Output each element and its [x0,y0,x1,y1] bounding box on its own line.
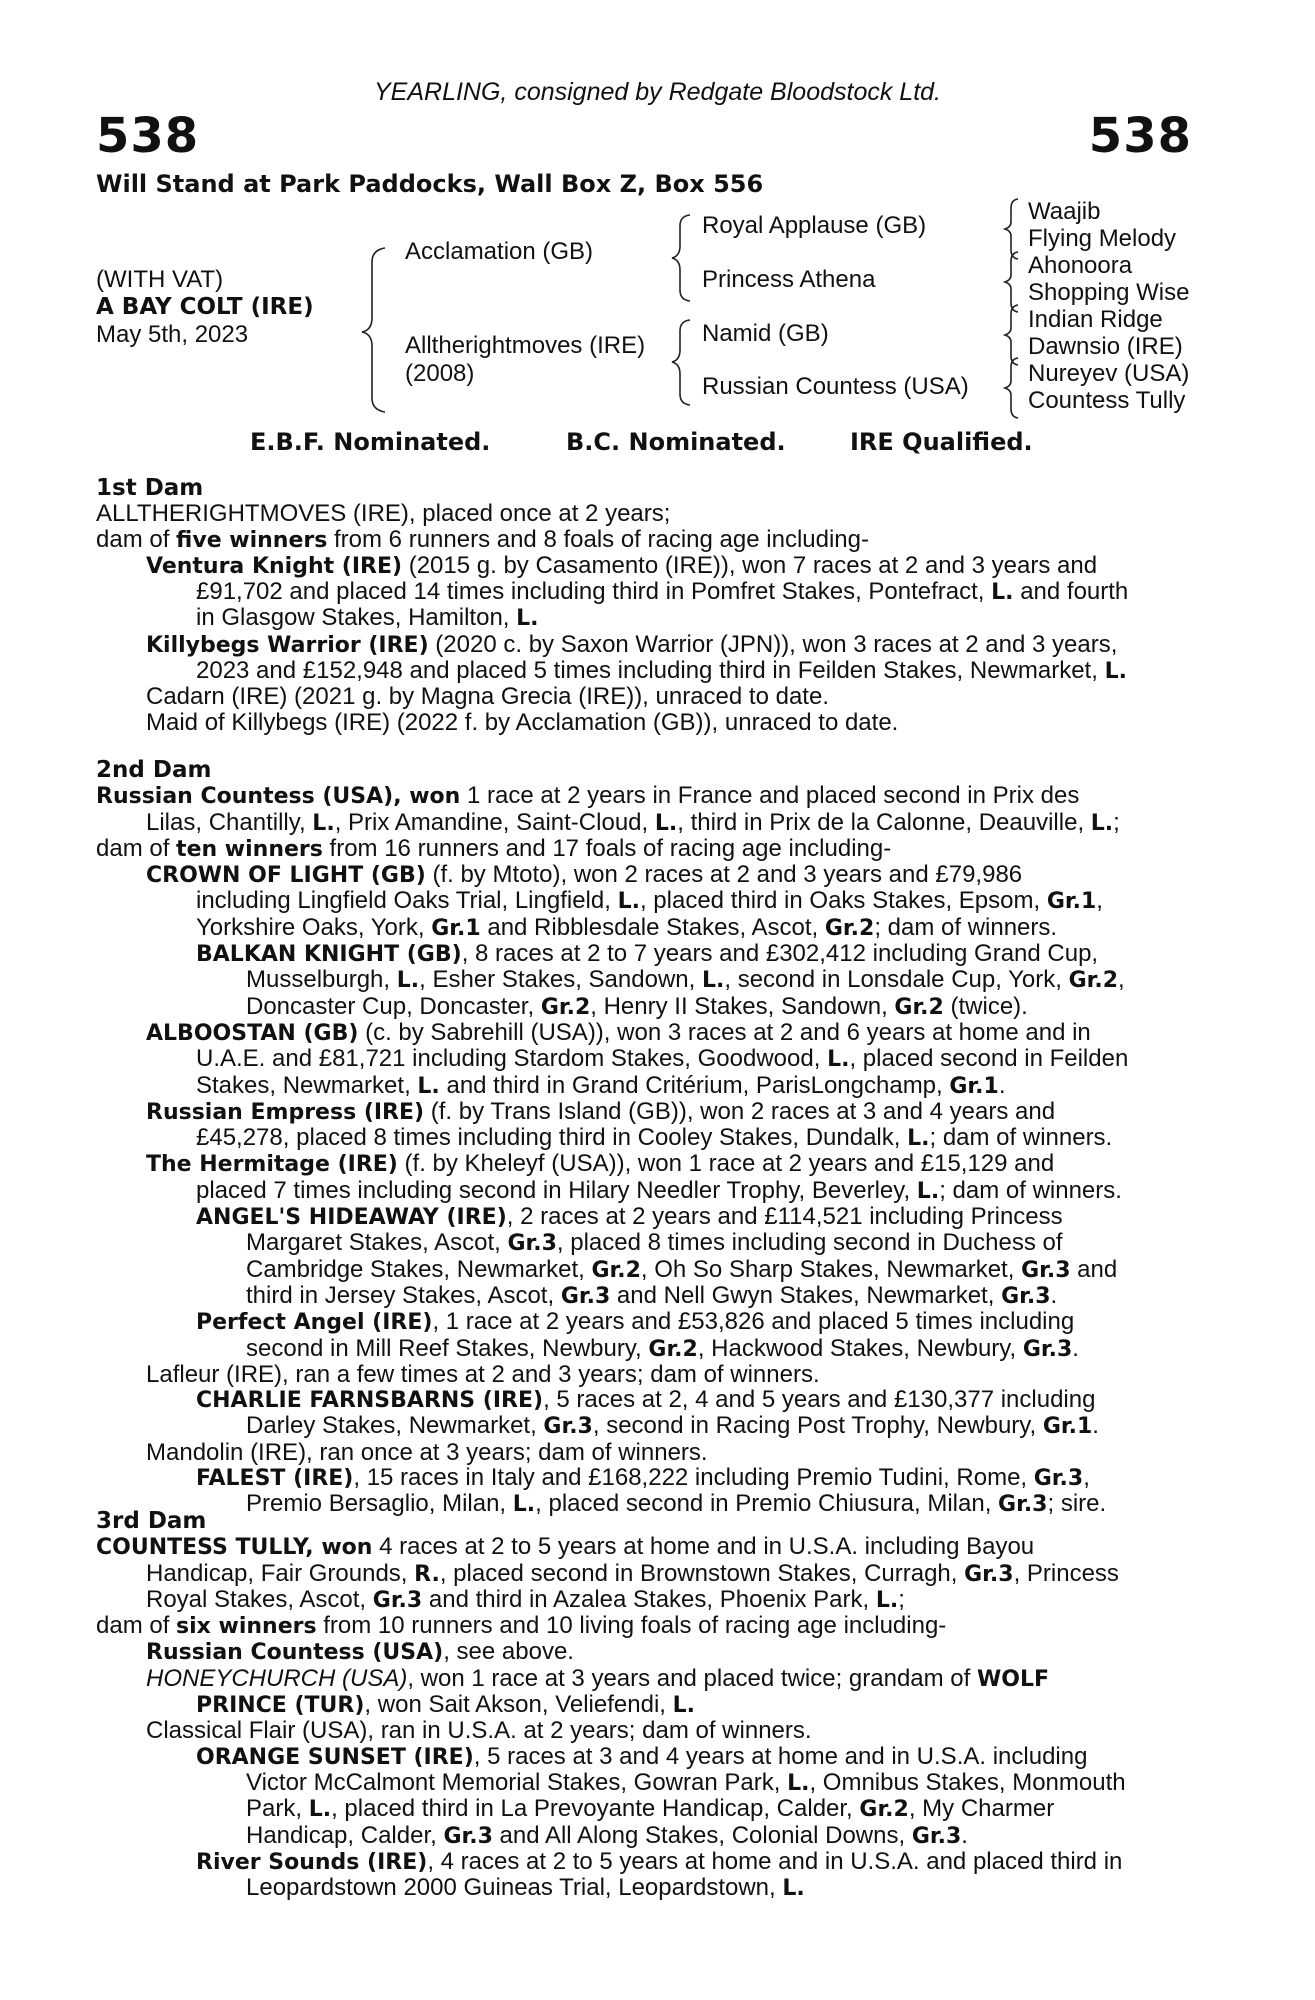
progeny-ventura-knight: Ventura Knight (IRE) (2015 g. by Casamento (IRE)), won 7 races at 2 and 3 years and [146,551,1098,579]
brace-ggs-3 [1005,305,1018,365]
brace-sire-dam [362,248,385,412]
third-dam-record: COUNTESS TULLY, won 4 races at 2 to 5 years at home and in U.S.A. including Bayou [96,1533,1035,1561]
sire-name: Acclamation (GB) [405,238,594,265]
third-dam-record-cont: Handicap, Fair Grounds, R., placed second in Brownstown Stakes, Curragh, Gr.3, Princess [146,1559,1119,1587]
great-grandsire-1: Waajib [1028,198,1101,225]
grandsire-3: Namid (GB) [702,320,829,347]
first-dam-produce: dam of five winners from 6 runners and 8 foals of racing age including- [96,525,869,553]
progeny-russian-countess: Russian Countess (USA), see above. [146,1638,574,1666]
great-grandsire-2: Flying Melody [1028,225,1177,252]
progeny-orange-sunset-cont: Victor McCalmont Memorial Stakes, Gowran Park, L., Omnibus Stakes, Monmouth [246,1768,1126,1796]
progeny-the-hermitage: The Hermitage (IRE) (f. by Kheleyf (USA)), won 1 race at 2 years and £15,129 and [146,1150,1055,1178]
brace-sire-parents [672,215,690,301]
second-dam-record: Russian Countess (USA), won 1 race at 2 years in France and placed second in Prix des [96,782,1080,810]
great-grandsire-8: Countess Tully [1028,387,1186,414]
progeny-charlie-farnsbarns: CHARLIE FARNSBARNS (IRE), 5 races at 2, 4 and 5 years and £130,377 including [196,1386,1096,1414]
progeny-cadarn: Cadarn (IRE) (2021 g. by Magna Grecia (IRE)), unraced to date. [146,683,829,711]
progeny-balkan-knight-cont: Musselburgh, L., Esher Stakes, Sandown, L., second in Lonsdale Cup, York, Gr.2, [246,966,1125,994]
progeny-killybegs-warrior-cont: 2023 and £152,948 and placed 5 times including third in Feilden Stakes, Newmarket, L. [196,657,1127,685]
great-grandsire-7: Nureyev (USA) [1028,360,1190,387]
progeny-orange-sunset-cont2: Park, L., placed third in La Prevoyante Handicap, Calder, Gr.2, My Charmer [246,1795,1055,1823]
progeny-maid-of-killybegs: Maid of Killybegs (IRE) (2022 f. by Acclamation (GB)), unraced to date. [146,708,899,736]
grandsire-4: Russian Countess (USA) [702,373,969,400]
progeny-russian-empress: Russian Empress (IRE) (f. by Trans Island (GB)), won 2 races at 3 and 4 years and [146,1097,1056,1125]
progeny-angels-hideaway: ANGEL'S HIDEAWAY (IRE), 2 races at 2 years and £114,521 including Princess [196,1203,1063,1231]
progeny-charlie-farnsbarns-cont: Darley Stakes, Newmarket, Gr.3, second in Racing Post Trophy, Newbury, Gr.1. [246,1412,1099,1440]
brace-ggs-2 [1005,252,1018,312]
progeny-wolf-prince: PRINCE (TUR), won Sait Akson, Veliefendi, L. [196,1691,696,1719]
great-grandsire-4: Shopping Wise [1028,279,1190,306]
progeny-ventura-knight-cont2: in Glasgow Stakes, Hamilton, L. [196,604,539,632]
third-dam-heading: 3rd Dam [96,1508,207,1534]
bc-nomination: B.C. Nominated. [566,428,786,456]
progeny-crown-of-light-cont: including Lingfield Oaks Trial, Lingfield, L., placed third in Oaks Stakes, Epsom, Gr.1, [196,887,1103,915]
progeny-angels-hideaway-cont2: Cambridge Stakes, Newmarket, Gr.2, Oh So Sharp Stakes, Newmarket, Gr.3 and [246,1255,1118,1283]
foaling-date: May 5th, 2023 [96,321,249,348]
dam-year: (2008) [405,360,475,387]
progeny-river-sounds: River Sounds (IRE), 4 races at 2 to 5 years at home and in U.S.A. and placed third in [196,1847,1123,1875]
stand-location: Will Stand at Park Paddocks, Wall Box Z, Box 556 [96,170,764,198]
great-grandsire-5: Indian Ridge [1028,306,1163,333]
grandsire-1: Royal Applause (GB) [702,212,927,239]
lot-number-right: 538 [1088,108,1192,164]
progeny-perfect-angel-cont: second in Mill Reef Stakes, Newbury, Gr.2, Hackwood Stakes, Newbury, Gr.3. [246,1334,1079,1362]
brace-dam-parents [672,320,690,405]
progeny-classical-flair: Classical Flair (USA), ran in U.S.A. at 2 years; dam of winners. [146,1717,812,1745]
lot-number-left: 538 [96,108,200,164]
ebf-nomination: E.B.F. Nominated. [250,428,491,456]
ire-qualification: IRE Qualified. [850,428,1033,456]
great-grandsire-6: Dawnsio (IRE) [1028,333,1183,360]
brace-ggs-1 [1005,199,1018,259]
progeny-the-hermitage-cont: placed 7 times including second in Hilary Needler Trophy, Beverley, L.; dam of winners. [196,1176,1122,1204]
grandsire-2: Princess Athena [702,266,876,293]
second-dam-produce: dam of ten winners from 16 runners and 17 foals of racing age including- [96,834,892,862]
progeny-crown-of-light-cont2: Yorkshire Oaks, York, Gr.1 and Ribblesdale Stakes, Ascot, Gr.2; dam of winners. [196,913,1058,941]
progeny-alboostan-cont2: Stakes, Newmarket, L. and third in Grand Critérium, ParisLongchamp, Gr.1. [196,1071,1006,1099]
first-dam-section [96,476,1191,735]
progeny-crown-of-light: CROWN OF LIGHT (GB) (f. by Mtoto), won 2 races at 2 and 3 years and £79,986 [146,861,1023,889]
progeny-russian-empress-cont: £45,278, placed 8 times including third in Cooley Stakes, Dundalk, L.; dam of winners. [196,1124,1113,1152]
first-dam-summary: ALLTHERIGHTMOVES (IRE), placed once at 2 years; [96,500,671,528]
second-dam-heading: 2nd Dam [96,757,212,783]
progeny-mandolin: Mandolin (IRE), ran once at 3 years; dam of winners. [146,1438,708,1466]
progeny-falest: FALEST (IRE), 15 races in Italy and £168,222 including Premio Tudini, Rome, Gr.3, [196,1464,1090,1492]
horse-name: A BAY COLT (IRE) [96,294,314,320]
first-dam-heading: 1st Dam [96,475,204,501]
progeny-alboostan-cont: U.A.E. and £81,721 including Stardom Stakes, Goodwood, L., placed second in Feilden [196,1045,1129,1073]
catalogue-header: YEARLING, consigned by Redgate Bloodstock Ltd. [374,78,941,106]
progeny-angels-hideaway-cont: Margaret Stakes, Ascot, Gr.3, placed 8 times including second in Duchess of [246,1229,1063,1257]
progeny-angels-hideaway-cont3: third in Jersey Stakes, Ascot, Gr.3 and Nell Gwyn Stakes, Newmarket, Gr.3. [246,1281,1058,1309]
great-grandsire-3: Ahonoora [1028,252,1133,279]
third-dam-produce: dam of six winners from 10 runners and 10 living foals of racing age including- [96,1612,947,1640]
second-dam-record-cont: Lilas, Chantilly, L., Prix Amandine, Saint-Cloud, L., third in Prix de la Calonne, Deauville, L.; [146,808,1120,836]
brace-ggs-4 [1005,358,1018,418]
vat-note: (WITH VAT) [96,266,224,293]
progeny-balkan-knight: BALKAN KNIGHT (GB), 8 races at 2 to 7 years and £302,412 including Grand Cup, [196,940,1099,968]
dam-name: Alltherightmoves (IRE) [405,332,646,359]
progeny-ventura-knight-cont: £91,702 and placed 14 times including third in Pomfret Stakes, Pontefract, L. and fourth [196,578,1129,606]
third-dam-record-cont2: Royal Stakes, Ascot, Gr.3 and third in Azalea Stakes, Phoenix Park, L.; [146,1585,905,1613]
progeny-river-sounds-cont: Leopardstown 2000 Guineas Trial, Leopardstown, L. [246,1874,805,1902]
progeny-killybegs-warrior: Killybegs Warrior (IRE) (2020 c. by Saxon Warrior (JPN)), won 3 races at 2 and 3 years, [146,630,1118,658]
progeny-balkan-knight-cont2: Doncaster Cup, Doncaster, Gr.2, Henry II Stakes, Sandown, Gr.2 (twice). [246,992,1028,1020]
progeny-lafleur: Lafleur (IRE), ran a few times at 2 and 3 years; dam of winners. [146,1360,820,1388]
progeny-orange-sunset: ORANGE SUNSET (IRE), 5 races at 3 and 4 years at home and in U.S.A. including [196,1742,1088,1770]
progeny-alboostan: ALBOOSTAN (GB) (c. by Sabrehill (USA)), won 3 races at 2 and 6 years at home and in [146,1018,1091,1046]
progeny-falest-cont: Premio Bersaglio, Milan, L., placed second in Premio Chiusura, Milan, Gr.3; sire. [246,1490,1107,1518]
third-dam-section [96,1509,1191,1901]
progeny-orange-sunset-cont3: Handicap, Calder, Gr.3 and All Along Stakes, Colonial Downs, Gr.3. [246,1821,968,1849]
progeny-honeychurch: HONEYCHURCH (USA), won 1 race at 3 years and placed twice; grandam of WOLF [146,1664,1050,1692]
progeny-perfect-angel: Perfect Angel (IRE), 1 race at 2 years and £53,826 and placed 5 times including [196,1308,1075,1336]
second-dam-section [96,758,1191,1518]
